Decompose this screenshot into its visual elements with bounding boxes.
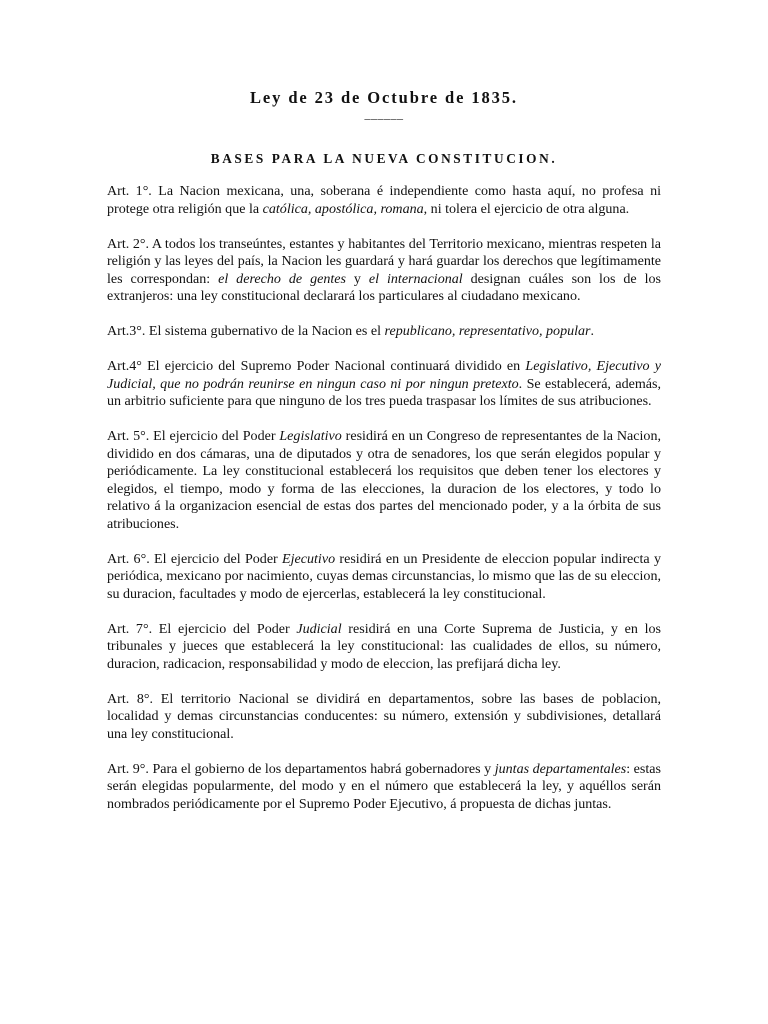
article-1	[107, 183, 661, 218]
text-run: : estas serán elegidas popularmente, del modo y en el número que establecerá la ley, y aquéllos serán nombrados periódicamente por el Supremo Poder Ejecutivo, á propuesta de dichas juntas.	[107, 760, 661, 812]
italic-phrase: Judicial	[296, 620, 342, 637]
article-4	[107, 358, 661, 411]
text-run: residirá en un Presidente de eleccion popular indirecta y periódica, mexicano por nacimiento, cuyas demas circunstancias, lo mismo que las de su eleccion, su duracion, facultades y modo de ejercerlas, establecerá la ley constitucional.	[107, 550, 661, 602]
text-run: Art.4° El ejercicio del Supremo Poder Nacional continuará dividido en	[107, 358, 526, 374]
article-2	[107, 236, 661, 306]
italic-phrase: católica, apostólica, romana	[262, 200, 424, 217]
text-run: Art. 7°. El ejercicio del Poder	[107, 620, 297, 637]
italic-phrase: Legislativo, Ejecutivo y Judicial, que no podrán reunirse en ningun caso ni por ningun pretexto	[107, 358, 661, 392]
text-run: designan cuáles son los de los extranjeros: una ley constitucional declarará los particulares al ciudadano mexicano.	[107, 270, 662, 304]
italic-phrase: juntas departamentales	[494, 760, 627, 777]
title-underline: ______	[364, 107, 404, 121]
text-run: Art. 1°. La Nacion mexicana, una, soberana é independiente como hasta aquí, no profesa ni protege otra religión que la	[107, 183, 661, 217]
text-run: y	[345, 270, 369, 287]
article-9	[107, 761, 661, 814]
italic-phrase: Ejecutivo	[282, 550, 336, 567]
italic-phrase: Legislativo	[279, 428, 342, 444]
text-run: , ni tolera el ejercicio de otra alguna.	[423, 200, 630, 217]
text-run: Art. 8°. El territorio Nacional se dividirá en departamentos, sobre las bases de poblacion, localidad y demas circunstancias conducentes: su número, extensión y subdivisiones, detallará una ley constitucional.	[107, 690, 661, 742]
article-7	[107, 621, 661, 674]
text-run: residirá en un Congreso de representantes de la Nacion, dividido en dos cámaras, una de diputados y otra de senadores, los que serán elegidos popular y periódicamente. La ley constitucional establecerá los requisitos que deben tener los electores y elegidos, el tiempo, modo y forma de las elecciones, la duracion de los electores, y todo lo relativo á la organizacion esencial de estas dos partes del mencionado poder, y a la órbita de sus atribuciones.	[107, 428, 661, 532]
law-title: Ley de 23 de Octubre de 1835.	[250, 88, 518, 107]
text-run: Art. 9°. Para el gobierno de los departamentos habrá gobernadores y	[107, 760, 495, 777]
text-run: Art.3°. El sistema gubernativo de la Nacion es el	[107, 323, 385, 339]
articles-body	[107, 183, 661, 831]
article-5	[107, 428, 661, 533]
text-run: .	[590, 323, 595, 339]
text-run: Art. 5°. El ejercicio del Poder	[107, 428, 280, 444]
italic-phrase: el derecho de gentes	[218, 270, 346, 287]
article-8	[107, 691, 661, 744]
text-run: . Se establecerá, además, un arbitrio suficiente para que ninguno de los tres pueda traspasar los límites de sus atribuciones.	[107, 375, 661, 409]
text-run: Art. 6°. El ejercicio del Poder	[107, 550, 283, 567]
article-6	[107, 551, 661, 604]
text-run: Art. 2°. A todos los transeúntes, estantes y habitantes del Territorio mexicano, mientras respeten la religión y las leyes del país, la Nacion les guardará y hará guardar los derechos que legítimamente les correspondan:	[107, 235, 661, 287]
italic-phrase: el internacional	[368, 270, 463, 287]
article-3	[107, 323, 661, 341]
section-heading: BASES PARA LA NUEVA CONSTITUCION.	[210, 151, 558, 166]
text-run: residirá en una Corte Suprema de Justicia, y en los tribunales y jueces que establecerá la ley constitucional: las cualidades de ellos, su número, duracion, radicacion, responsabilidad y modo de eleccion, las prefijará dicha ley.	[107, 620, 661, 672]
italic-phrase: republicano, representativo, popular	[384, 323, 591, 339]
